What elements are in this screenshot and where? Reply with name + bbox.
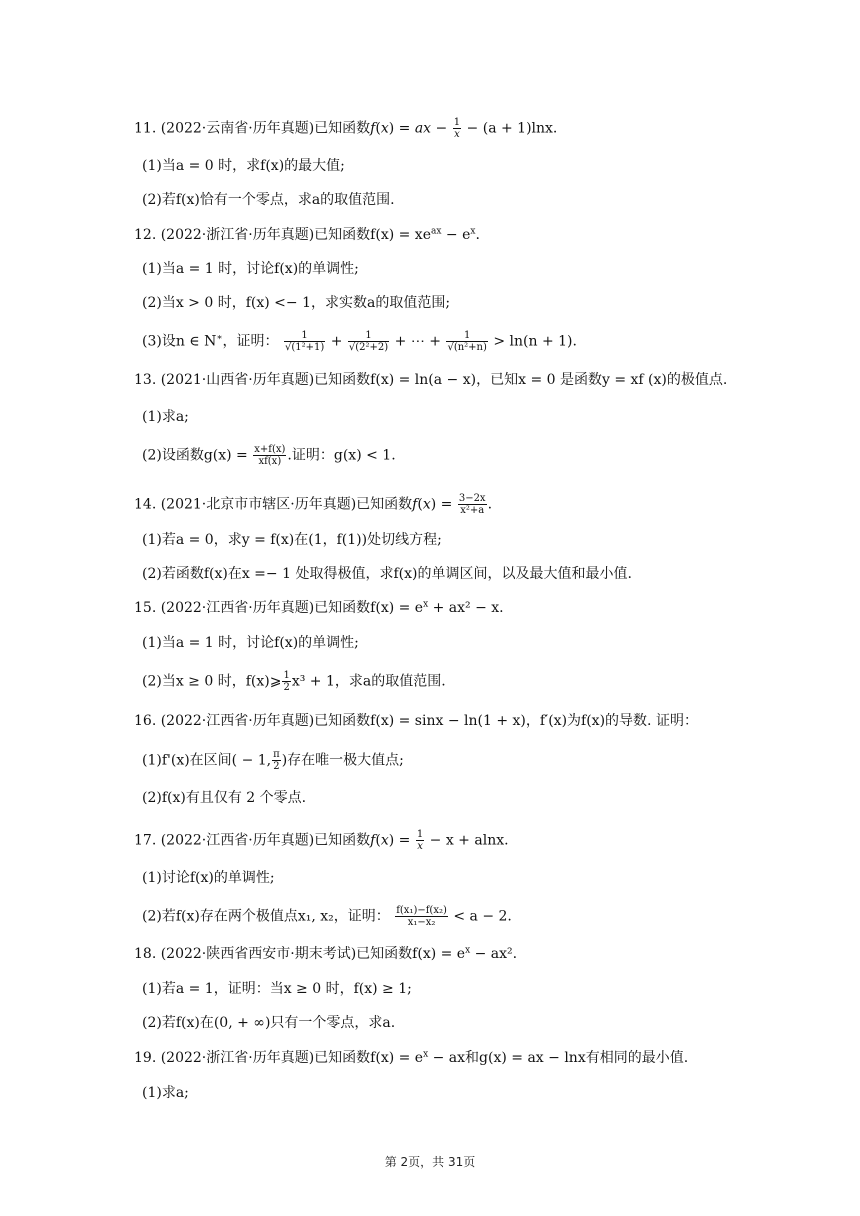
problem-15-part-1: (1)当a = 1 时，讨论f(x)的单调性; (142, 635, 359, 651)
problem-12-part-1: (1)当a = 1 时，讨论f(x)的单调性; (142, 261, 359, 277)
problem-18-part-2: (2)若f(x)在(0, + ∞)只有一个零点，求a. (142, 1015, 396, 1031)
problem-14-heading: 14. (2021·北京市市辖区·历年真题)已知函数f(x) = $\frac{3-2x}{\text{x²+a}}$ . (134, 493, 493, 516)
problem-18-part-1: (1)若a = 1，证明：当x ≥ 0 时，f(x) ≥ 1; (142, 981, 412, 997)
problem-13-part-1: (1)求a; (142, 409, 189, 425)
problem-15-heading: 15. (2022·江西省·历年真题)已知函数$f(x) = e^x + ax^2 - x$. (134, 599, 504, 616)
problem-12-part-2: (2)当x > 0 时，f(x) <− 1，求实数a的取值范围; (142, 295, 451, 311)
problem-13-part-2: (2)设函数g(x) = $\frac{x+f(x)}{xf(x)}$ .证明：g(x) < 1. (142, 444, 396, 467)
problem-17-part-2: (2)若f(x)存在两个极值点x₁, x₂，证明： $\frac{\text{f(x₁)−f(x₂)}}{\text{x₁−x₂}}$ < a − 2. (142, 905, 512, 928)
problem-14-part-1: (1)若a = 0，求y = f(x)在(1，f(1))处切线方程; (142, 532, 442, 548)
problem-16-part-1: (1)f'(x)在区间( − 1, $\frac{\pi}{2}$ )存在唯一极大值点; (142, 749, 404, 772)
problem-16-part-2: (2)f(x)有且仅有 2 个零点. (142, 790, 307, 806)
problem-14-part-2: (2)若函数f(x)在x =− 1 处取得极值，求f(x)的单调区间，以及最大值和最小值. (142, 566, 632, 582)
problem-16-heading: 16. (2022·江西省·历年真题)已知函数f(x) = sinx − ln(1 + x)，f′(x)为f(x)的导数. 证明： (134, 713, 698, 729)
page-footer: 第 2页，共 31页 (384, 1155, 476, 1169)
problem-15-part-2: (2)当x ≥ 0 时，f(x)⩾ $\frac{1}{2}$ x³ + 1，求a的取值范围. (142, 670, 446, 693)
problem-18-heading: 18. (2022·陕西省西安市·期末考试)已知函数$f(x) = e^x - ax^2$. (134, 945, 518, 962)
problem-17-heading: 17. (2022·江西省·历年真题)已知函数f(x) = $\frac{1}{x}$ − x + alnx. (134, 829, 509, 852)
problem-19-part-1: (1)求a; (142, 1085, 189, 1101)
fraction: $\frac{1}{x}$ (453, 117, 461, 140)
problem-19-heading: 19. (2022·浙江省·历年真题)已知函数$f(x) = e^x$ − ax和g(x) = ax − lnx有相同的最小值. (134, 1049, 689, 1066)
problem-17-part-1: (1)讨论f(x)的单调性; (142, 870, 275, 886)
problem-13-heading: 13. (2021·山西省·历年真题)已知函数f(x) = ln(a − x)，已知x = 0 是函数y = xf (x)的极值点. (134, 372, 728, 388)
problem-12-part-3: (3)设n ∈ N∗，证明： $\frac{1}{\text{√(1²+1)}}$ + $\frac{1}{\text{√(2²+2)}}$ + ⋯ + $\frac{1}{\text{√(n²+n)}}$ > ln(n + 1). (142, 330, 577, 353)
problem-12-heading: 12. (2022·浙江省·历年真题)已知函数$f(x) = xe^{ax} - e^x$. (134, 226, 480, 243)
problem-11-part-2: (2)若f(x)恰有一个零点，求a的取值范围. (142, 192, 395, 208)
problem-11-heading: 11. (2022·云南省·历年真题)已知函数f(x) = ax − $\frac{1}{x}$ − (a + 1)lnx. (134, 117, 558, 140)
problem-11-part-1: (1)当a = 0 时，求f(x)的最大值; (142, 158, 345, 174)
